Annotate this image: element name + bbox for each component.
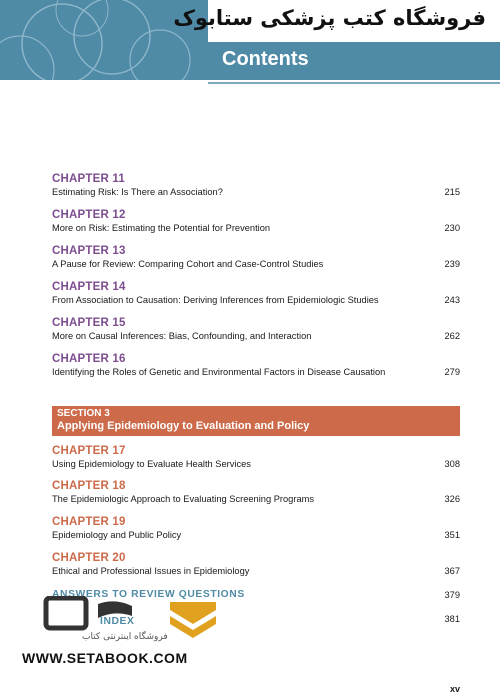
chapter-label: CHAPTER 15 [52,317,126,329]
chapter-title: The Epidemiologic Approach to Evaluating Screening Programs [52,494,315,504]
chapter-page: 262 [444,331,460,341]
toc-entry-chapter-12[interactable] [52,208,460,235]
chapter-page: 308 [444,459,460,469]
chapter-page: 215 [444,187,460,197]
answers-label[interactable]: ANSWERS TO REVIEW QUESTIONS [52,589,245,600]
index-label[interactable]: INDEX [100,616,135,627]
chapter-page: 230 [444,223,460,233]
chapter-page: 239 [444,259,460,269]
store-title: فروشگاه کتب پزشکی ستابوک [173,6,486,30]
page-number: xv [449,684,460,694]
title-banner [208,42,500,80]
chapter-label: CHAPTER 18 [52,480,126,492]
section-number: SECTION 3 [57,408,110,419]
chapter-title: Epidemiology and Public Policy [52,530,182,540]
toc-entry-chapter-15[interactable] [52,316,460,343]
website-url[interactable]: WWW.SETABOOK.COM [22,650,188,666]
toc-entry-chapter-17[interactable] [52,444,460,471]
toc-entry-chapter-19[interactable] [52,515,460,542]
chapter-page: 367 [444,566,460,576]
chapter-label: CHAPTER 16 [52,353,126,365]
toc-entry-chapter-14[interactable] [52,280,460,307]
chapter-title: A Pause for Review: Comparing Cohort and Case-Control Studies [52,259,324,269]
chapter-title: Ethical and Professional Issues in Epidemiology [52,566,250,576]
chapter-title: More on Risk: Estimating the Potential for Prevention [52,223,271,233]
chapter-title: From Association to Causation: Deriving Inferences from Epidemiologic Studies [52,295,379,305]
chapter-label: CHAPTER 19 [52,516,126,528]
chapter-title: Using Epidemiology to Evaluate Health Services [52,459,251,469]
chapter-page: 279 [444,367,460,377]
toc-entry-chapter-20[interactable] [52,551,460,578]
toc-entry-chapter-11[interactable] [52,172,460,199]
chapter-page: 326 [444,494,460,504]
chapter-label: CHAPTER 14 [52,281,126,293]
chapter-title: Estimating Risk: Is There an Association? [52,187,223,197]
chapter-label: CHAPTER 20 [52,552,126,564]
toc-entry-chapter-13[interactable] [52,244,460,271]
chapter-title: Identifying the Roles of Genetic and Environmental Factors in Disease Causation [52,367,386,377]
chapter-page: 351 [444,530,460,540]
answers-page: 379 [444,590,460,600]
chapter-label: CHAPTER 13 [52,245,126,257]
toc-entry-chapter-18[interactable] [52,479,460,506]
section-header[interactable] [52,406,460,436]
page-title: Contents [222,48,309,70]
index-page: 381 [444,614,460,624]
chapter-page: 243 [444,295,460,305]
header-rule [208,82,500,84]
logo-subtitle: فروشگاه اینترنتی کتاب [82,632,168,642]
section-title: Applying Epidemiology to Evaluation and Policy [57,420,310,432]
chapter-label: CHAPTER 12 [52,209,126,221]
chapter-label: CHAPTER 11 [52,173,125,185]
chapter-title: More on Causal Inferences: Bias, Confounding, and Interaction [52,331,312,341]
toc-entry-chapter-16[interactable] [52,352,460,379]
chapter-label: CHAPTER 17 [52,445,126,457]
